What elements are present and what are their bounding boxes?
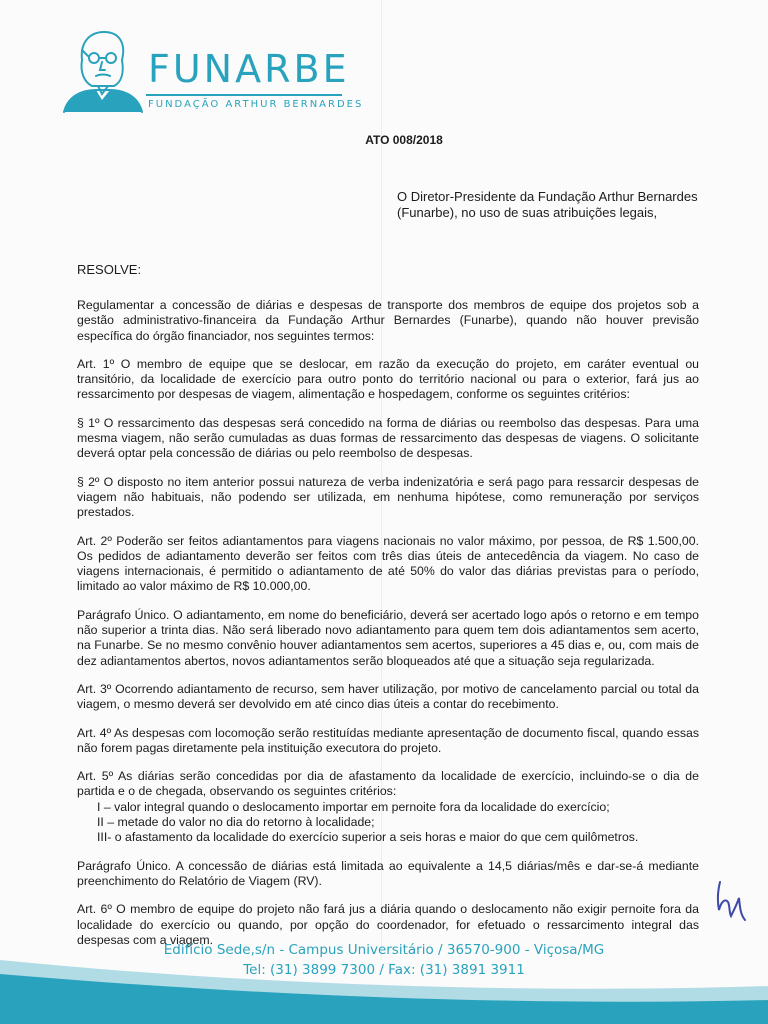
logo-name: FUNARBE: [148, 47, 350, 91]
list-item: III- o afastamento da localidade do exercício superior a seis horas e maior do que cem quilômetros.: [97, 830, 639, 845]
portrait-icon: [62, 28, 144, 114]
footer-contact: [0, 940, 768, 980]
intro-paragraph: O Diretor-Presidente da Fundação Arthur Bernardes (Funarbe), no uso de suas atribuições legais,: [397, 189, 698, 220]
funarbe-logo: [62, 28, 364, 116]
paragraph: Art. 1º O membro de equipe que se deslocar, em razão da execução do projeto, em caráter eventual ou transitório, da localidade de exercício para outro ponto do território nacional ou para o exterior, fará jus ao ressarcimento por despesas de viagem, alimentação e hospedagem, conforme os seguintes critérios:: [77, 356, 699, 402]
act-title: ATO 008/2018: [365, 133, 443, 147]
paragraph: Parágrafo Único. A concessão de diárias está limitada ao equivalente a 14,5 diárias/mês e dar-se-á mediante preenchimento do Relatório de Viagem (RV).: [77, 858, 699, 888]
document-body: [77, 298, 699, 961]
paragraph: Regulamentar a concessão de diárias e despesas de transporte dos membros de equipe dos projetos sob a gestão administrativo-financeira da Fundação Arthur Bernardes (Funarbe), quando não houver previsão específica do órgão financiador, nos seguintes termos:: [77, 298, 699, 343]
art5-block: [77, 769, 699, 845]
resolve-heading: RESOLVE:: [77, 262, 142, 277]
footer-phones: Tel: (31) 3899 7300 / Fax: (31) 3891 3911: [243, 962, 525, 978]
criteria-list: [77, 800, 699, 846]
list-item: I – valor integral quando o deslocamento importar em pernoite fora da localidade do exercício;: [97, 799, 610, 814]
footer-address: Edifício Sede,s/n - Campus Universitário / 36570-900 - Viçosa/MG: [163, 942, 605, 958]
logo-subtitle: FUNDAÇÃO ARTHUR BERNARDES: [148, 99, 364, 110]
logo-divider: [146, 94, 342, 96]
handwritten-initials: [712, 880, 752, 924]
paragraph: Art. 2º Poderão ser feitos adiantamentos para viagens nacionais no valor máximo, por pessoa, de R$ 1.500,00. Os pedidos de adiantamento deverão ser feitos com três dias úteis de antecedência da viagem. No caso de viagens internacionais, é permitido o adiantamento de até 50% do valor das diárias previstas para o período, limitado ao valor máximo de R$ 10.000,00.: [77, 533, 699, 594]
paragraph: § 1º O ressarcimento das despesas será concedido na forma de diárias ou reembolso das despesas. Para uma mesma viagem, não serão cumuladas as duas formas de ressarcimento das despesas de viagens. O solicitante deverá optar pela concessão de diárias ou pelo reembolso de despesas.: [77, 415, 699, 461]
paragraph: Art. 5º As diárias serão concedidas por dia de afastamento da localidade de exercício, incluindo-se o dia de partida e o de chegada, observando os seguintes critérios:: [77, 769, 699, 799]
paragraph: Art. 4º As despesas com locomoção serão restituídas mediante apresentação de documento fiscal, quando essas não forem pagas diretamente pela instituição executora do projeto.: [77, 725, 699, 755]
list-item: II – metade do valor no dia do retorno à localidade;: [97, 815, 375, 830]
paragraph: § 2º O disposto no item anterior possui natureza de verba indenizatória e será pago para ressarcir despesas de viagem não habituais, não podendo ser utilizada, em nenhuma hipótese, como remuneração por serviços prestados.: [77, 474, 699, 520]
paragraph: Parágrafo Único. O adiantamento, em nome do beneficiário, deverá ser acertado logo após o retorno e em tempo não superior a trinta dias. Não será liberado novo adiantamento para quem tem dois adiantamentos sem acerto, na Funarbe. Se no mesmo convênio houver adiantamentos sem acertos, superiores a 45 dias e, ou, com mais de dez adiantamentos abertos, novos adiantamentos serão bloqueados até que a situação seja regularizada.: [77, 607, 699, 668]
paragraph: Art. 3º Ocorrendo adiantamento de recurso, sem haver utilização, por motivo de cancelamento parcial ou total da viagem, o mesmo deverá ser devolvido em até cinco dias úteis a contar do recebimento.: [77, 681, 699, 712]
paragraph: Art. 6º O membro de equipe do projeto não fará jus a diária quando o deslocamento não exigir pernoite fora da localidade do exercício ou quando, por opção do coordenador, for efetuado o ressarcimento integral das despesas com a viagem.: [77, 902, 699, 947]
